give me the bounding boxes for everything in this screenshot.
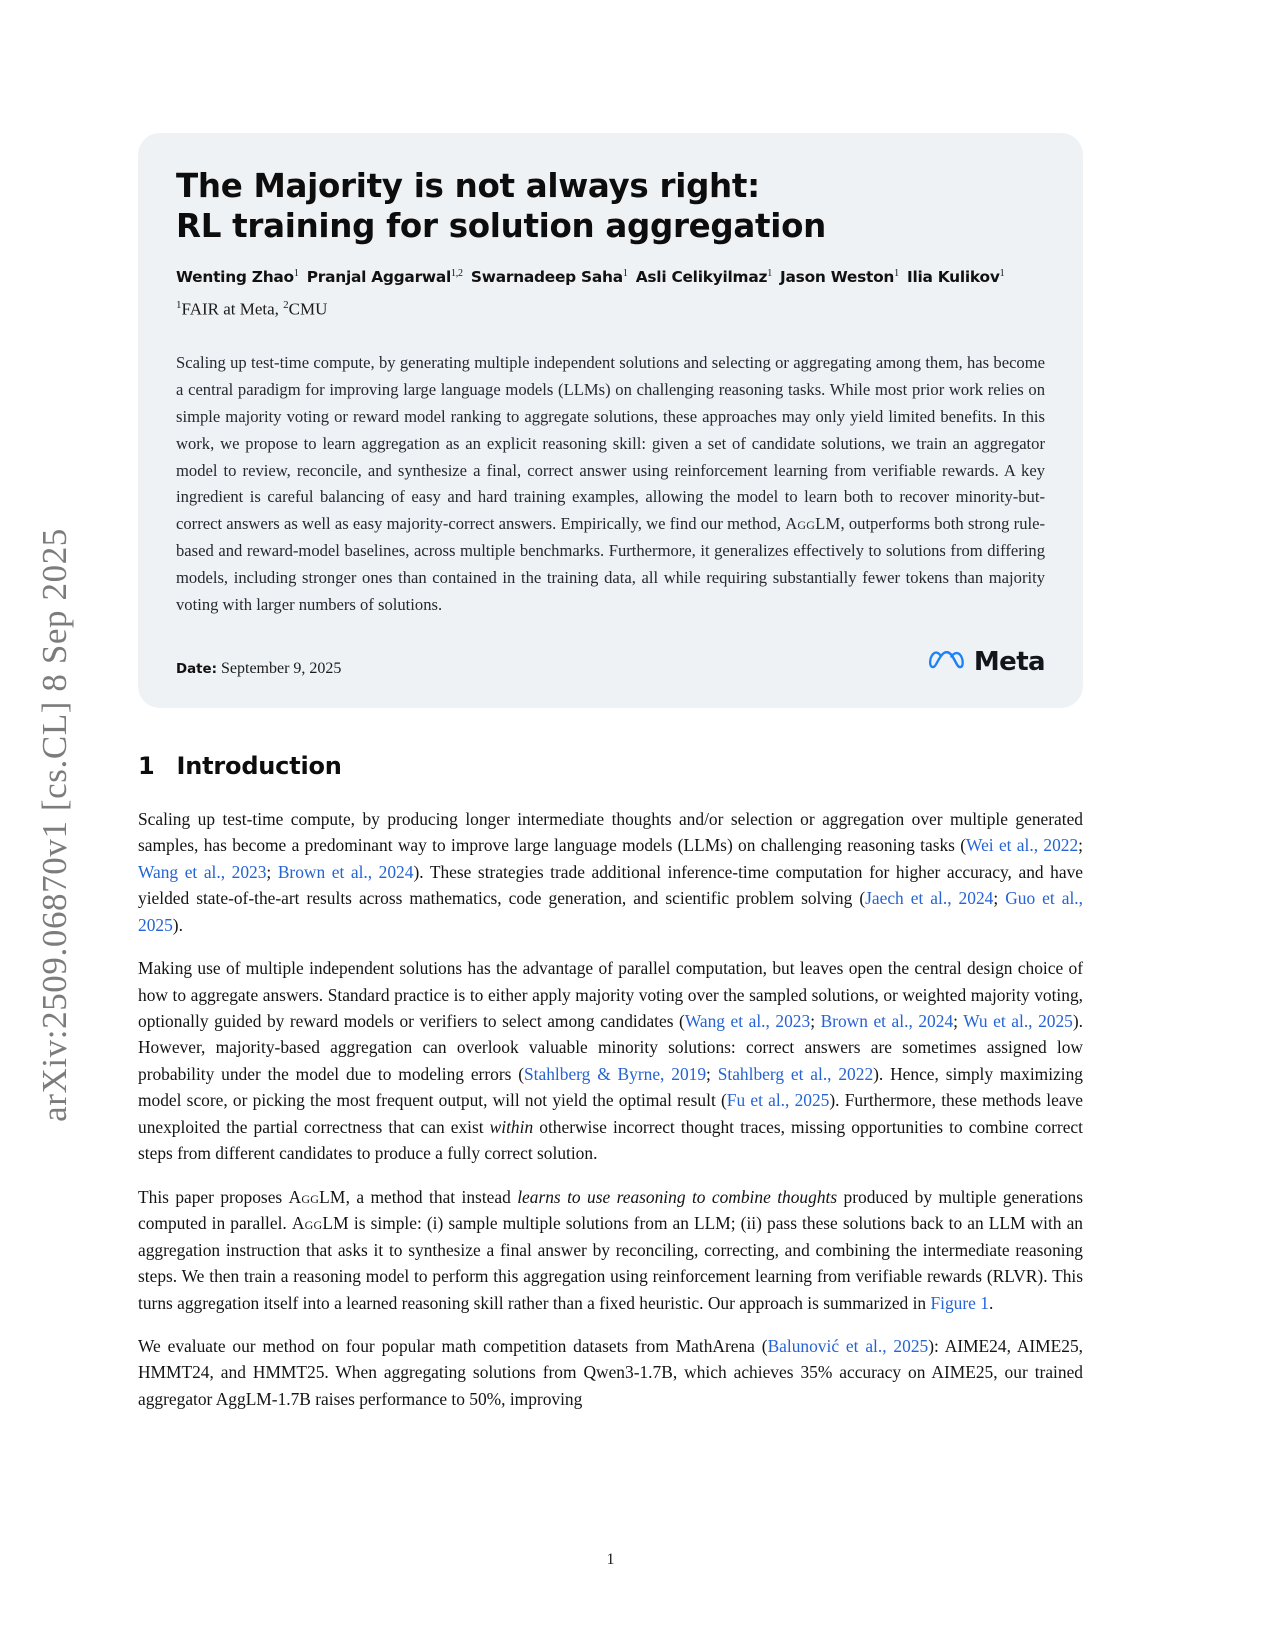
abstract: [176, 350, 1045, 619]
affiliation-1: FAIR at Meta,: [181, 300, 284, 320]
text: produced by multiple generations computed in parallel.: [138, 1186, 1083, 1234]
paragraph: [138, 1184, 1083, 1316]
paragraph: [138, 1333, 1083, 1412]
text: ).: [172, 914, 183, 935]
text: otherwise incorrect thought traces, missing opportunities to combine correct steps from different candidates to produce a fully correct solution.: [138, 1116, 1083, 1164]
author-name: Wenting Zhao: [176, 268, 294, 287]
page-title-line-1: The Majority is not always right:: [176, 167, 760, 205]
citation-link[interactable]: Stahlberg & Byrne, 2019: [524, 1063, 707, 1084]
section-heading-introduction: [138, 752, 1083, 780]
author-name: Ilia Kulikov: [906, 268, 1000, 287]
citation-link[interactable]: Wei et al., 2022: [966, 835, 1079, 856]
emphasis: learns to use reasoning to combine thoughts: [517, 1186, 838, 1207]
author: [176, 268, 299, 286]
text: ;: [953, 1010, 964, 1031]
meta-infinity-icon: [929, 647, 967, 678]
title-card: [138, 133, 1083, 708]
author-affiliation-marker: 1,2: [451, 268, 463, 280]
author: [307, 268, 463, 286]
author-name: Swarnadeep Saha: [470, 268, 623, 287]
text: ). Furthermore, these methods leave unexploited the partial correctness that can exist: [138, 1090, 1083, 1137]
page-title: [176, 167, 1045, 246]
text: ;: [810, 1010, 821, 1031]
author: [780, 268, 899, 286]
author: [636, 268, 772, 286]
emphasis: within: [489, 1116, 534, 1137]
page-column: [138, 0, 1083, 1650]
text: We evaluate our method on four popular math competition datasets from MathArena (: [138, 1335, 768, 1356]
arxiv-stamp: [0, 0, 110, 1650]
meta-logo: [929, 647, 1045, 678]
body-content: [138, 752, 1083, 1413]
page-title-line-2: RL training for solution aggregation: [176, 206, 826, 245]
citation-link[interactable]: Jaech et al., 2024: [865, 888, 994, 909]
date-label: Date:: [176, 661, 217, 677]
citation-link[interactable]: Wu et al., 2025: [963, 1010, 1073, 1031]
text: .: [988, 1292, 994, 1313]
affiliation-marker-2: 2: [283, 299, 289, 312]
citation-link[interactable]: Balunović et al., 2025: [767, 1335, 929, 1356]
citation-link[interactable]: Guo et al., 2025: [138, 888, 1083, 935]
citation-link[interactable]: Wang et al., 2023: [138, 861, 267, 882]
method-name: AggLM: [288, 1186, 346, 1207]
text: ;: [266, 861, 278, 882]
author-name: Pranjal Aggarwal: [306, 268, 452, 287]
author-affiliation-marker: 1: [293, 268, 299, 280]
text: ;: [993, 888, 1006, 909]
affiliation-marker-1: 1: [176, 299, 182, 312]
section-number: 1: [138, 751, 155, 780]
method-name: AggLM: [291, 1213, 349, 1234]
text: ;: [706, 1063, 718, 1084]
author-list: [176, 268, 1045, 286]
citation-link[interactable]: Brown et al., 2024: [277, 861, 414, 882]
citation-link[interactable]: Stahlberg et al., 2022: [717, 1063, 874, 1084]
card-footer: [176, 647, 1045, 678]
author: [471, 268, 628, 286]
figure-reference-link[interactable]: Figure 1: [930, 1292, 989, 1313]
affiliation-2: CMU: [288, 300, 328, 320]
author-affiliation-marker: 1: [999, 268, 1005, 280]
citation-link[interactable]: Fu et al., 2025: [726, 1090, 830, 1111]
author-name: Asli Celikyilmaz: [635, 268, 768, 287]
abstract-text-part-1: Scaling up test-time compute, by generating multiple independent solutions and selecting or aggregating among them, has become a central paradigm for improving large language models (LLMs) on challenging reasoning tasks. While most prior work relies on simple majority voting or reward model ranking to aggregate solutions, these approaches may only yield limited benefits. In this work, we propose to learn aggregation as an explicit reasoning skill: given a set of candidate solutions, we train an aggregator model to review, reconcile, and synthesize a final, correct answer using reinforcement learning from verifiable rewards. A key ingredient is careful balancing of easy and hard training examples, allowing the model to learn both to recover minority-but-correct answers as well as easy majority-correct answers. Empirically, we find our method,: [176, 353, 1045, 534]
date-value: September 9, 2025: [221, 659, 342, 677]
author: [907, 268, 1004, 286]
page-number: 1: [606, 1551, 615, 1568]
text: , a method that instead: [345, 1186, 518, 1207]
paragraph: [138, 806, 1083, 938]
text: is simple: (i) sample multiple solutions from an LLM; (ii) pass these solutions back to an LLM with an aggregation instruction that asks it to synthesize a final answer by reconciling, correcting, and combining the intermediate reasoning steps. We then train a reasoning model to perform this aggregation using reinforcement learning from verifiable rewards (RLVR). This turns aggregation itself into a learned reasoning skill rather than a fixed heuristic. Our approach is summarized in: [138, 1213, 1083, 1313]
citation-link[interactable]: Wang et al., 2023: [684, 1010, 811, 1031]
text: ). Hence, simply maximizing model score, or picking the most frequent output, will not yield the optimal result (: [138, 1063, 1083, 1111]
text: Making use of multiple independent solutions has the advantage of parallel computation, but leaves open the central design choice of how to aggregate answers. Standard practice is to either apply majority voting over the sampled solutions, or weighted majority voting, optionally guided by reward models or verifiers to select among candidates (: [138, 958, 1083, 1031]
author-affiliation-marker: 1: [622, 268, 628, 280]
text: Scaling up test-time compute, by producing longer intermediate thoughts and/or selection or aggregation over multiple generated samples, has become a predominant way to improve large language models (LLMs) on challenging reasoning tasks (: [138, 808, 1083, 856]
meta-wordmark: Meta: [973, 647, 1045, 678]
method-name: AggLM: [785, 514, 841, 534]
date-line: [176, 660, 341, 678]
text: ;: [1078, 835, 1084, 856]
text: ). However, majority-based aggregation can overlook valuable minority solutions: correct answers are sometimes assigned low probability under the model due to modeling errors (: [138, 1010, 1083, 1084]
text: ): AIME24, AIME25, HMMT24, and HMMT25. When aggregating solutions from Qwen3-1.7B, which achieves 35% accuracy on AIME25, our trained aggregator AggLM-1.7B raises performance to 50%, improving: [138, 1335, 1083, 1409]
abstract-text-part-2: , outperforms both strong rule-based and reward-model baselines, across multiple benchmarks. Furthermore, it generalizes effectively to solutions from differing models, including stronger ones than contained in the training data, all while requiring substantially fewer tokens than majority voting with larger numbers of solutions.: [176, 514, 1045, 614]
text: ). These strategies trade additional inference-time computation for higher accuracy, and have yielded state-of-the-art results across mathematics, code generation, and scientific problem solving (: [138, 861, 1083, 909]
paragraph: [138, 955, 1083, 1167]
section-title: Introduction: [176, 751, 342, 780]
text: This paper proposes: [138, 1186, 289, 1207]
author-name: Jason Weston: [780, 268, 895, 287]
citation-link[interactable]: Brown et al., 2024: [820, 1010, 954, 1031]
author-affiliation-marker: 1: [894, 268, 899, 280]
author-affiliation-marker: 1: [767, 268, 772, 280]
affiliations: [176, 299, 1045, 320]
arxiv-stamp-text: arXiv:2509.06870v1 [cs.CL] 8 Sep 2025: [35, 528, 74, 1122]
